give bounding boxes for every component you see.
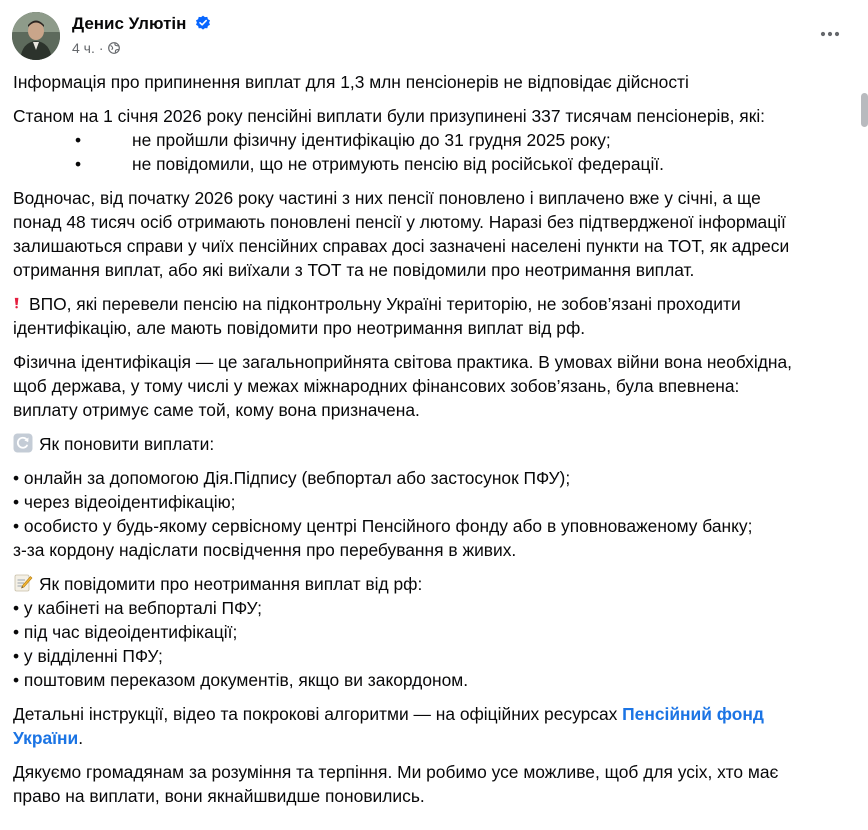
post-time[interactable]: 4 ч. (72, 40, 95, 56)
author-name[interactable] (72, 14, 211, 34)
refresh-icon (13, 433, 33, 453)
bullet: • (75, 130, 82, 150)
pension-fund-link-continued[interactable]: України (13, 728, 79, 748)
text-line: щоб держава, у тому числі у межах міжнародних фінансових зобов’язань, була впевнена: (13, 376, 740, 396)
text-line: виплату отримує саме той, кому вона призначена. (13, 400, 420, 420)
paragraph-suspended (13, 104, 848, 176)
text-line (13, 726, 848, 750)
paragraph-meanwhile (13, 186, 848, 282)
text-line (13, 292, 848, 316)
paragraph-thanks (13, 760, 848, 808)
meta-separator: · (98, 40, 104, 56)
post-header (12, 10, 856, 62)
bullet: • (75, 154, 82, 174)
paragraph-idp (13, 292, 848, 340)
text-line: Дякуємо громадянам за розуміння та терпіння. Ми робимо усе можливе, щоб для усіх, хто має (13, 762, 779, 782)
details-end: . (78, 728, 84, 748)
memo-icon (13, 573, 33, 593)
avatar[interactable] (12, 12, 60, 60)
details-text: Детальні інструкції, відео та покрокові алгоритми — на офіційних ресурсах (13, 704, 623, 724)
more-options-button[interactable] (816, 20, 844, 48)
list-item: • у кабінеті на вебпорталі ПФУ; (13, 598, 262, 618)
verified-badge-icon (195, 15, 211, 31)
text-line: залишаються справи у чиїх пенсійних справах досі зазначені населені пункти на ТОТ, як адреси (13, 236, 790, 256)
globe-icon[interactable] (108, 42, 120, 54)
renew-list (13, 466, 848, 562)
section-renew-title (13, 432, 848, 456)
text-line: ідентифікацію, але мають повідомити про неотримання виплат від рф. (13, 318, 586, 338)
list-item: • онлайн за допомогою Дія.Підпису (вебпортал або застосунок ПФУ); (13, 468, 571, 488)
text-line (13, 702, 848, 726)
text-line: право на виплати, вони якнайшвидше поновились. (13, 786, 425, 806)
scrollbar-thumb[interactable] (861, 93, 868, 127)
section-notify-title (13, 572, 848, 596)
list-item (13, 152, 848, 176)
text-line: Фізична ідентифікація — це загальноприйнята світова практика. В умовах війни вона необхідна, (13, 352, 792, 372)
text-line: понад 48 тисяч осіб отримають поновлені пенсії у лютому. Наразі без підтвердженої інформації (13, 212, 786, 232)
list-item: • у відділенні ПФУ; (13, 646, 163, 666)
avatar-photo (12, 12, 60, 60)
more-dots-icon (820, 31, 840, 37)
list-item: • особисто у будь-якому сервісному центрі Пенсійного фонду або в уповноваженому банку; (13, 516, 753, 536)
text-line: отримання виплат, або які виїхали з ТОТ та не повідомили про неотримання виплат. (13, 260, 695, 280)
list-item: • поштовим переказом документів, якщо ви закордоном. (13, 670, 469, 690)
list-item: • під час відеоідентифікації; (13, 622, 238, 642)
text-line-content: ВПО, які перевели пенсію на підконтрольну Україні територію, не зобов’язані проходити (29, 294, 741, 314)
post-meta (72, 40, 120, 56)
author-name-text[interactable]: Денис Улютін (72, 14, 187, 33)
notify-section (13, 572, 848, 692)
pension-fund-link[interactable]: Пенсійний фонд (622, 704, 764, 724)
post-text (13, 70, 848, 818)
list-item-text: не пройшли фізичну ідентифікацію до 31 грудня 2025 року; (132, 130, 611, 150)
headline: Інформація про припинення виплат для 1,3 млн пенсіонерів не відповідає дійсності (13, 72, 689, 92)
list-item-text: не повідомили, що не отримують пенсію від російської федерації. (132, 154, 665, 174)
red-exclamation-icon (13, 293, 25, 313)
paragraph-intro: Станом на 1 січня 2026 року пенсійні виплати були призупинені 337 тисячам пенсіонерів, які: (13, 106, 766, 126)
paragraph-details (13, 702, 848, 750)
list-item: • через відеоідентифікацію; (13, 492, 236, 512)
list-item (13, 128, 848, 152)
section-title-text: Як поновити виплати: (39, 434, 215, 454)
text-line: Водночас, від початку 2026 року частині з них пенсії поновлено і виплачено вже у січні, а ще (13, 188, 761, 208)
section-title-text: Як повідомити про неотримання виплат від рф: (39, 574, 423, 594)
paragraph-identification (13, 350, 848, 422)
list-item: з-за кордону надіслати посвідчення про перебування в живих. (13, 540, 517, 560)
